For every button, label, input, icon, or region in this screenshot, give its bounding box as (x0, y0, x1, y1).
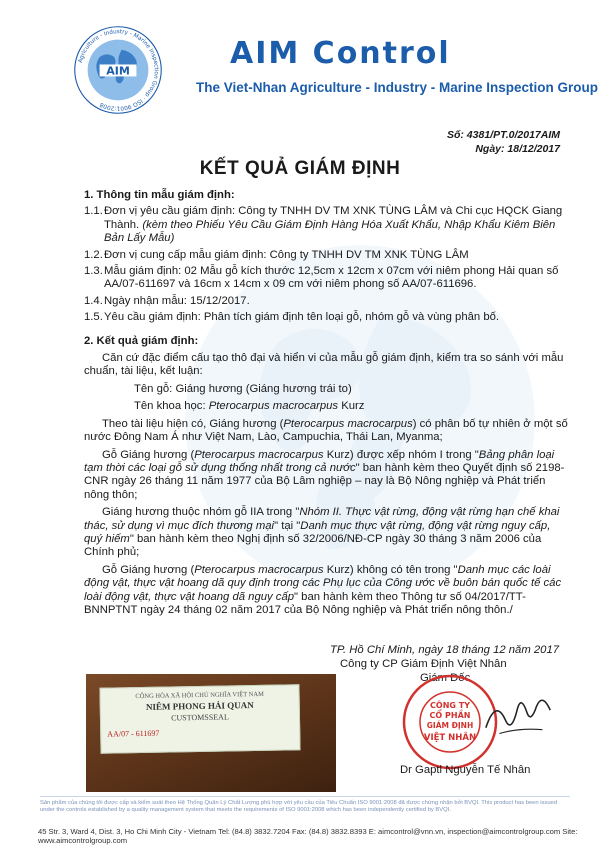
item-text: Ngày nhận mẫu: 15/12/2017. (104, 294, 250, 307)
seal-number: AA/07 - 611697 (107, 728, 160, 739)
classification-paragraph: Gỗ Giáng hương (Pterocarpus macrocarpus Kurz) được xếp nhóm I trong "Bảng phân loại tạm thời các loại gỗ sử dụng thống nhất trong cả nước" ban hành kèm theo Quyết định số 2198-CNR ngày 26 tháng 11 năm 1977 của Bộ Lâm nghiệp – nay là Bộ Nông nghiệp và Phát triển nông thôn; (84, 448, 565, 501)
svg-text:CÔNG TY: CÔNG TY (430, 701, 470, 710)
item-text-note: (kèm theo Phiếu Yêu Cầu Giám Định Hàng Hóa Xuất Khẩu, Nhập Khẩu Kiêm Biên Bản Lấy Mẫu) (104, 218, 556, 245)
aim-logo-icon (72, 24, 164, 116)
report-body (84, 186, 570, 617)
item-number: 1.5. (84, 311, 103, 324)
brand-tagline: The Viet-Nhan Agriculture - Industry - Marine Inspection Group (196, 80, 599, 95)
document-number: Số: 4381/PT.0/2017AIM (446, 129, 560, 141)
list-item (84, 205, 570, 245)
seal-subtitle: CUSTOMSSEAL (171, 712, 229, 723)
result-intro: Căn cứ đặc điểm cấu tạo thô đại và hiển vi của mẫu gỗ giám định, kiểm tra so sánh với mẫu chuẩn, tài liệu, kết luận: (84, 352, 564, 378)
footer-contact: 45 Str. 3, Ward 4, Dist. 3, Ho Chi Minh City - Vietnam Tel: (84.8) 3832.7204 Fax: (84.8) 3832.8393 E: aimcontrol@vnn.vn, inspection@aimcontrolgroup.com Site: www.aimcontrolgroup.com (38, 827, 578, 845)
document-reference (447, 128, 560, 156)
svg-text:VIỆT NHÂN: VIỆT NHÂN (423, 733, 477, 743)
svg-text:AIM: AIM (106, 64, 130, 78)
customs-seal-photo (86, 674, 336, 792)
scientific-name-value: Pterocarpus macrocarpus (208, 400, 339, 413)
list-item (84, 249, 570, 262)
seal-country: CỘNG HÒA XÃ HỘI CHỦ NGHĨA VIỆT NAM (135, 690, 264, 701)
item-text: Đơn vị cung cấp mẫu giám định: Công ty TNHH DV TM XNK TÙNG LÂM (104, 248, 469, 261)
item-text: Yêu cầu giám định: Phân tích giám định tên loại gỗ, nhóm gỗ và vùng phân bố. (104, 311, 500, 324)
document-date: Ngày: 18/12/2017 (475, 143, 560, 155)
distribution-paragraph: Theo tài liệu hiện có, Giáng hương (Pterocarpus macrocarpus) có phân bố tự nhiên ở một số nước Đông Nam Á như Việt Nam, Lào, Campuchia, Thái Lan, Myanma; (84, 417, 568, 444)
customs-seal-label (99, 684, 300, 753)
scientific-name-author: Kurz (338, 400, 365, 413)
sign-company: Công ty CP Giám Định Việt Nhân (340, 658, 507, 670)
protection-paragraph: Giáng hương thuộc nhóm gỗ IIA trong "Nhóm II. Thực vật rừng, động vật rừng hạn chế khai thác, sử dụng vì mục đích thương mại" tại "Danh mục thực vật rừng, động vật rừng nguy cấp, quý hiếm" ban hành kèm theo Nghị định số 32/2006/NĐ-CP ngày 30 tháng 3 năm 2006 của Chính phủ; (84, 506, 560, 559)
scientific-name-label: Tên khoa học: (134, 400, 209, 413)
section-2-heading: 2. Kết quả giám định: (84, 334, 199, 347)
cites-paragraph: Gỗ Giáng hương (Pterocarpus macrocarpus Kurz) không có tên trong "Danh mục các loài động vật, thực vật hoang dã quy định trong các Phụ lục của Công ước về buôn bán quốc tế các loài động vật, thực vật hoang dã nguy cấp" ban hành kèm theo Thông tư số 04/2017/TT-BNNPTNT ngày 24 tháng 02 năm 2017 của Bộ Nông nghiệp và Phát triển nông thôn./ (84, 563, 562, 616)
item-text-main: Đơn vị yêu cầu giám định: Công ty TNHH DV TM XNK TÙNG LÂM và Chi cục HQCK Giang Thành. (104, 205, 563, 231)
sign-role: Giám Đốc (420, 672, 471, 684)
section-1-heading: 1. Thông tin mẫu giám định: (84, 189, 235, 201)
wood-name: Tên gỗ: Giáng hương (Giáng hương trái to) (134, 382, 352, 395)
sign-place-date: TP. Hồ Chí Minh, ngày 18 tháng 12 năm 2017 (330, 644, 560, 656)
item-number: 1.2. (84, 248, 103, 261)
item-text: Mẫu giám định: 02 Mẫu gỗ kích thước 12,5cm x 12cm x 07cm với niêm phong Hải quan số AA/07-611697 và 16cm x 14cm x 09 cm với niêm phong số AA/07-611696. (104, 265, 559, 291)
item-number: 1.1. (84, 205, 103, 218)
svg-text:GIÁM ĐỊNH: GIÁM ĐỊNH (426, 721, 474, 730)
signature-mark-icon (480, 686, 558, 746)
seal-title: NIÊM PHONG HẢI QUAN (145, 700, 254, 712)
page-title: KẾT QUẢ GIÁM ĐỊNH (199, 158, 401, 179)
brand-name: AIM Control (230, 36, 451, 71)
list-item (84, 295, 570, 308)
item-number: 1.4. (84, 294, 103, 307)
scientific-name (84, 400, 570, 413)
svg-text:CỔ PHẦN: CỔ PHẦN (429, 711, 471, 720)
svg-text:Agriculture - Industry - Marin: Agriculture - Industry - Marine Inspection Group · ISO 9001:2008 (77, 29, 159, 111)
list-item (84, 311, 570, 324)
item-text (104, 205, 570, 245)
iso-footnote: Sản phẩm của chúng tôi được cấp và kiểm soát theo Hệ Thống Quản Lý Chất Lượng phù hợp với yêu cầu của Tiêu Chuẩn ISO 9001:2008 đã được chứng nhận bởi BVQI. This product has been issued under the controls established by a quality management system that meets the requirements of ISO 9001:2008 which has been independently certified by BVQI. (40, 796, 570, 814)
signer-name: Dr Gaptl Nguyễn Tế Nhân (400, 764, 531, 776)
item-number: 1.3. (84, 265, 103, 278)
list-item (84, 265, 570, 292)
